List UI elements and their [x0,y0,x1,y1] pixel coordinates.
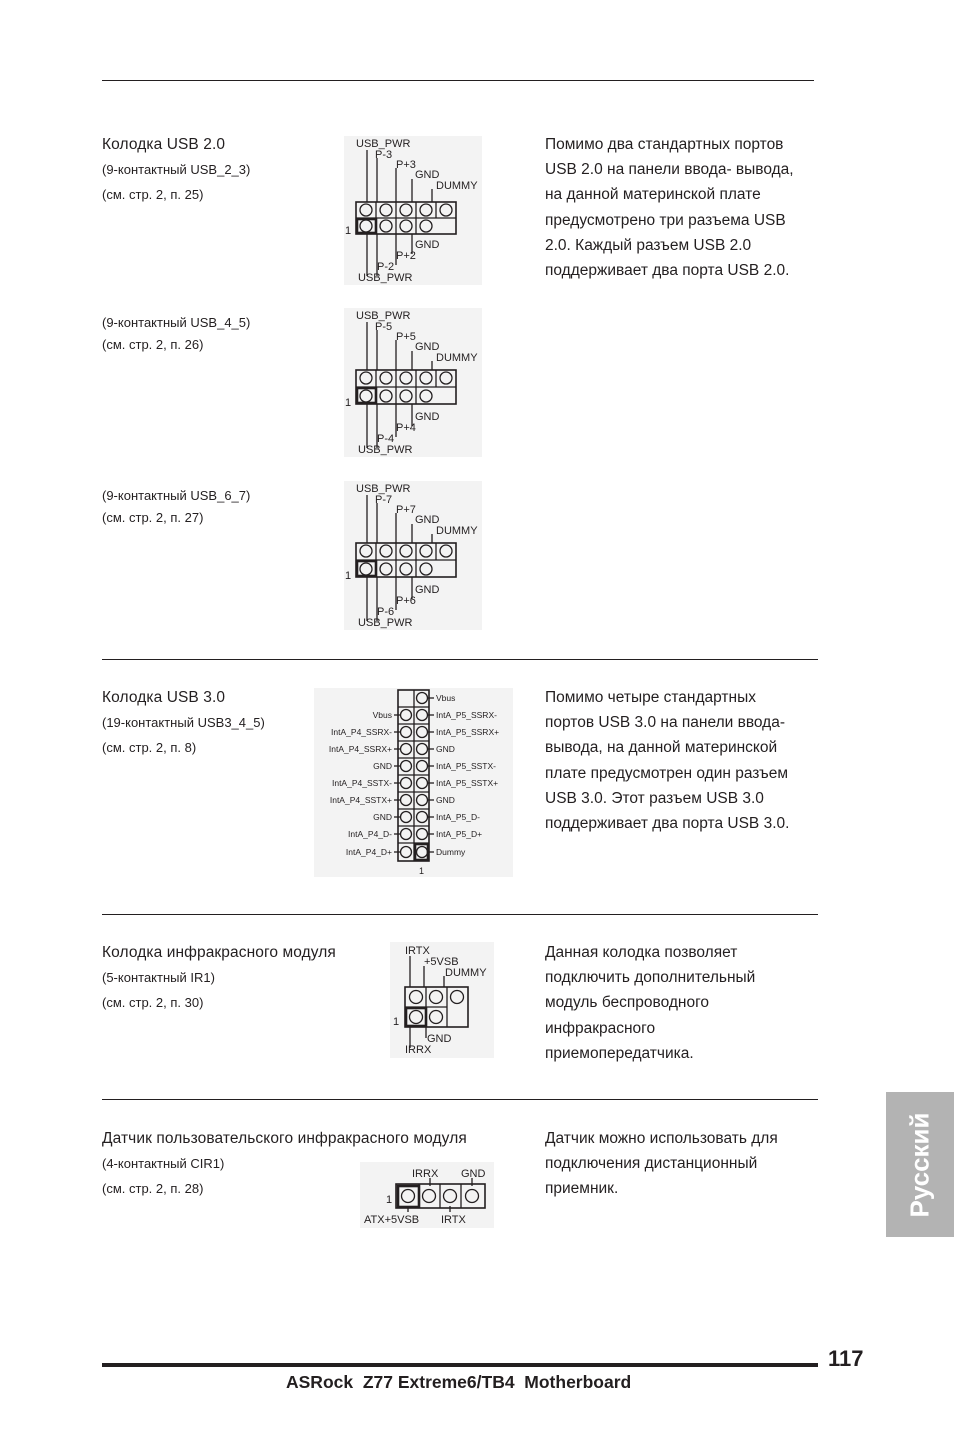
svg-text:GND: GND [415,584,440,596]
svg-text:IRTX: IRTX [441,1214,466,1226]
svg-text:P-5: P-5 [375,321,393,333]
cir-header-diagram [360,1162,494,1228]
svg-text:DUMMY: DUMMY [436,352,478,364]
usb20-description: Помимо два стандартных портов USB 2.0 на панели ввода- вывода, на данной материнской плате предусмотрено три разъема USB 2.0. Каждый разъем USB 2.0 поддерживает два порта USB 2.0. [545,136,794,280]
svg-text:Dummy: Dummy [436,847,466,857]
usb20-pins-1: (9-контактный USB_2_3) [102,162,251,177]
section-divider [102,914,818,915]
usb30-ref: (см. стр. 2, п. 8) [102,740,197,755]
cir-description: Датчик можно использовать для подключения дистанционный приемник. [545,1130,778,1198]
usb30-pins: (19-контактный USB3_4_5) [102,715,265,730]
svg-text:P+4: P+4 [396,422,416,434]
cir-title: Датчик пользовательского инфракрасного модуля [102,1130,467,1147]
svg-text:1: 1 [345,397,352,409]
svg-text:1: 1 [386,1194,393,1206]
top-rule [102,80,814,81]
page-number: 117 [828,1346,864,1371]
svg-text:USB_PWR: USB_PWR [358,272,413,284]
svg-text:1: 1 [393,1016,400,1028]
svg-text:P+3: P+3 [396,159,416,171]
language-side-tab-label: Русский [904,1111,935,1218]
usb20-header-diagram [344,308,482,457]
usb30-description: Помимо четыре стандартных портов USB 3.0 на панели ввода- вывода, на данной материнской плате предусмотрен один разъем USB 3.0. Этот разъем USB 3.0 поддерживает два порта USB 3.0. [545,689,790,833]
svg-text:IntA_P5_SSRX+: IntA_P5_SSRX+ [436,727,500,737]
svg-text:IRTX: IRTX [405,945,430,957]
svg-text:GND: GND [373,812,392,822]
svg-text:P+5: P+5 [396,331,416,343]
svg-text:DUMMY: DUMMY [436,180,478,192]
svg-text:GND: GND [427,1033,452,1045]
usb20-pins-3: (9-контактный USB_6_7) [102,488,251,503]
ir-pins: (5-контактный IR1) [102,970,215,985]
svg-text:USB_PWR: USB_PWR [356,483,411,495]
svg-text:IntA_P5_SSTX+: IntA_P5_SSTX+ [436,778,499,788]
svg-text:P-2: P-2 [377,261,395,273]
cir-ref: (см. стр. 2, п. 28) [102,1181,204,1196]
usb20-ref-2: (см. стр. 2, п. 26) [102,337,204,352]
svg-text:P+6: P+6 [396,595,416,607]
svg-text:IntA_P5_SSTX-: IntA_P5_SSTX- [436,761,497,771]
footer-rule [102,1363,818,1367]
svg-text:GND: GND [436,744,455,754]
svg-text:IntA_P4_D-: IntA_P4_D- [348,829,392,839]
usb20-pins-2: (9-контактный USB_4_5) [102,315,251,330]
svg-text:P+7: P+7 [396,504,416,516]
svg-text:USB_PWR: USB_PWR [356,310,411,322]
svg-text:IntA_P4_SSTX-: IntA_P4_SSTX- [331,778,392,788]
svg-text:GND: GND [415,169,440,181]
svg-text:P-7: P-7 [375,494,393,506]
svg-text:GND: GND [415,341,440,353]
svg-text:IRRX: IRRX [405,1044,432,1056]
svg-text:P-4: P-4 [377,433,395,445]
ir-header-diagram [390,942,494,1058]
svg-text:1: 1 [345,225,352,237]
svg-text:GND: GND [415,411,440,423]
svg-text:GND: GND [415,514,440,526]
svg-text:IRRX: IRRX [412,1168,439,1180]
svg-text:GND: GND [373,761,392,771]
svg-text:IntA_P5_SSRX-: IntA_P5_SSRX- [436,710,497,720]
usb20-header-diagram [344,136,482,285]
usb30-header-diagram [314,688,513,877]
svg-text:Vbus: Vbus [372,710,392,720]
svg-text:Vbus: Vbus [436,693,456,703]
usb20-title: Колодка USB 2.0 [102,136,226,153]
svg-text:DUMMY: DUMMY [445,967,487,979]
svg-text:1: 1 [419,866,425,876]
svg-text:USB_PWR: USB_PWR [356,138,411,150]
svg-text:IntA_P4_D+: IntA_P4_D+ [345,847,392,857]
section-divider [102,659,818,660]
svg-text:GND: GND [415,239,440,251]
usb20-ref-1: (см. стр. 2, п. 25) [102,187,204,202]
svg-text:IntA_P4_SSTX+: IntA_P4_SSTX+ [329,795,392,805]
svg-text:1: 1 [345,570,352,582]
svg-text:P+2: P+2 [396,250,416,262]
svg-text:IntA_P4_SSRX+: IntA_P4_SSRX+ [328,744,392,754]
cir-pins: (4-контактный CIR1) [102,1156,225,1171]
usb20-ref-3: (см. стр. 2, п. 27) [102,510,204,525]
usb20-header-diagram [344,481,482,630]
svg-text:+5VSB: +5VSB [424,956,459,968]
footer-product-name: ASRock Z77 Extreme6/TB4 Motherboard [286,1372,632,1392]
svg-text:IntA_P4_SSRX-: IntA_P4_SSRX- [331,727,392,737]
svg-text:IntA_P5_D+: IntA_P5_D+ [436,829,483,839]
usb30-title: Колодка USB 3.0 [102,689,226,706]
svg-text:USB_PWR: USB_PWR [358,617,413,629]
svg-text:USB_PWR: USB_PWR [358,444,413,456]
ir-description: Данная колодка позволяет подключить дополнительный модуль беспроводного инфракрасного приемопередатчика. [545,944,756,1062]
svg-text:DUMMY: DUMMY [436,525,478,537]
svg-text:IntA_P5_D-: IntA_P5_D- [436,812,480,822]
language-side-tab [886,1092,954,1237]
svg-text:P-6: P-6 [377,606,395,618]
section-divider [102,1099,818,1100]
svg-text:GND: GND [461,1168,486,1180]
svg-text:GND: GND [436,795,455,805]
svg-text:ATX+5VSB: ATX+5VSB [364,1214,420,1226]
ir-ref: (см. стр. 2, п. 30) [102,995,204,1010]
svg-text:P-3: P-3 [375,149,393,161]
ir-title: Колодка инфракрасного модуля [102,944,336,961]
